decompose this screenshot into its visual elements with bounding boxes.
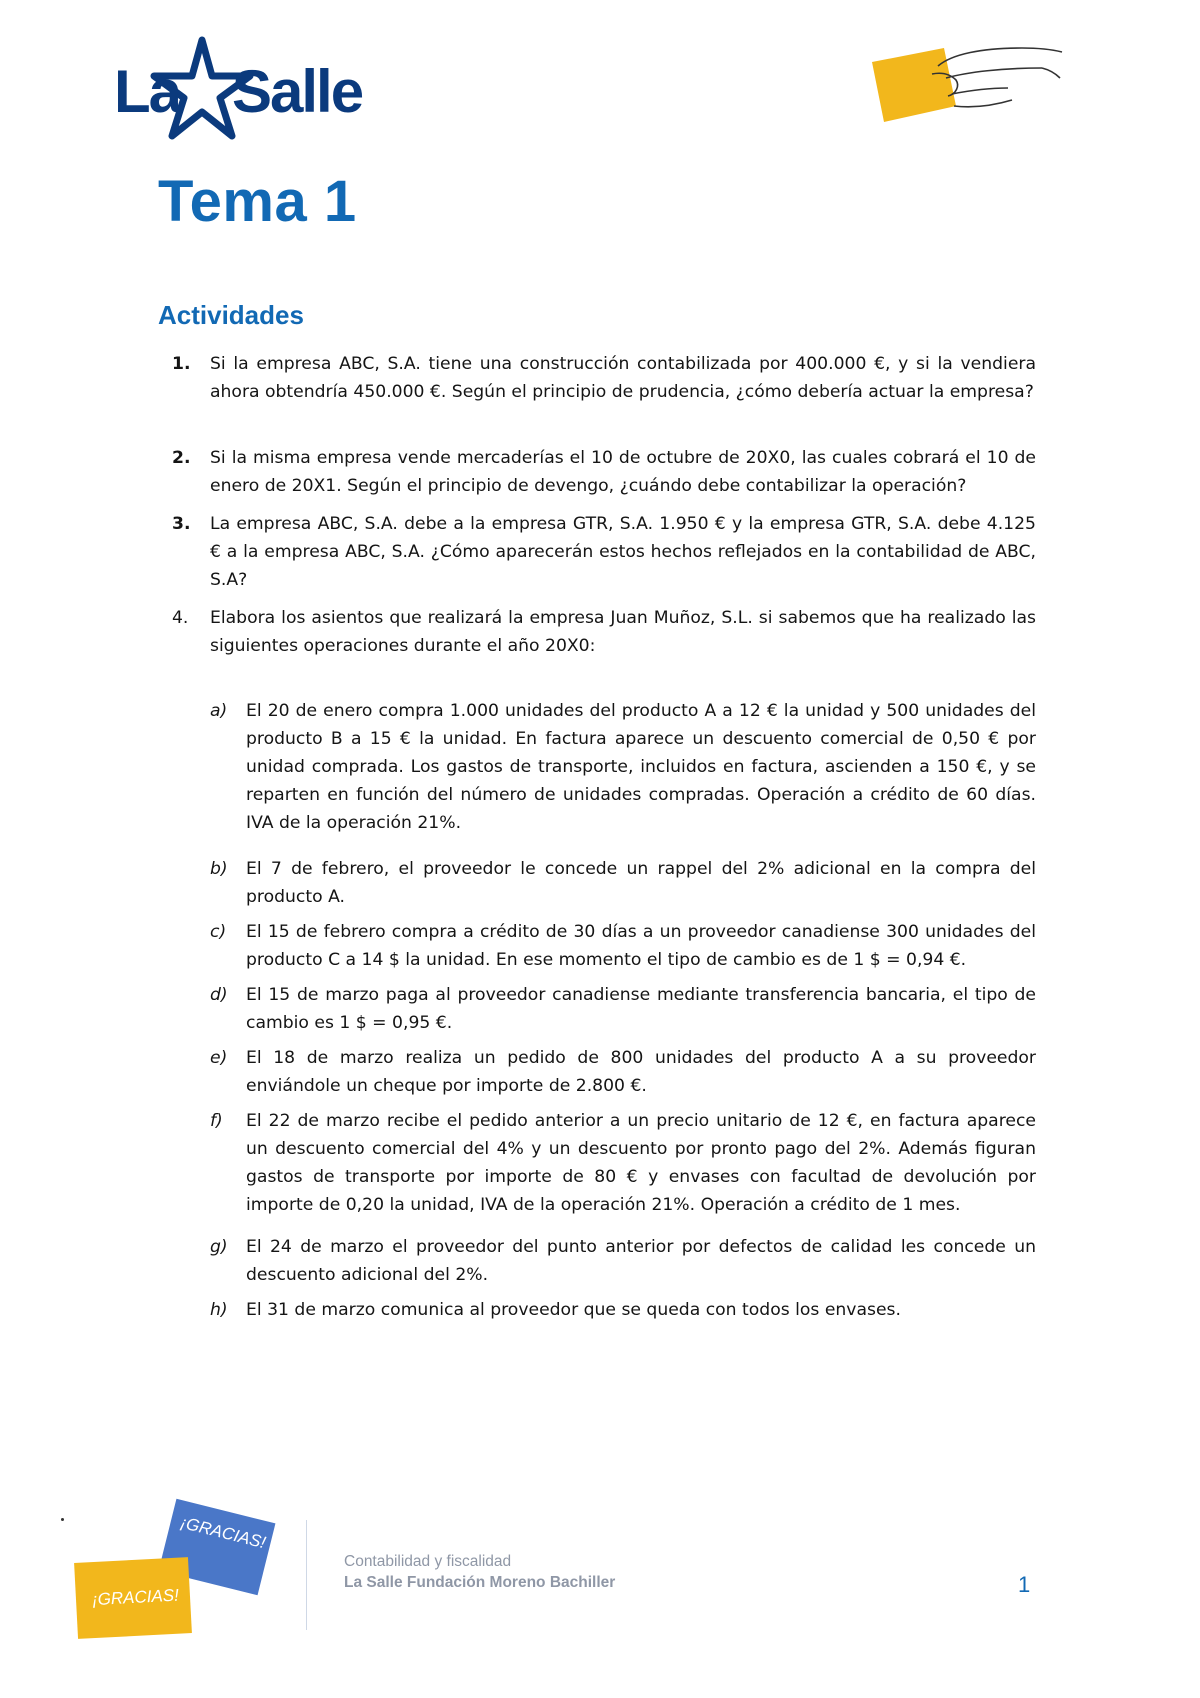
- sub-item-text: El 15 de marzo paga al proveedor canadiense mediante transferencia bancaria, el tipo de cambio es 1 $ = 0,95 €.: [246, 985, 1036, 1033]
- sub-item: [210, 918, 1036, 974]
- sub-item-letter: h): [210, 1300, 228, 1320]
- activity-item: [172, 510, 1036, 594]
- gracias-blue-label: ¡GRACIAS!: [178, 1512, 268, 1553]
- sub-item-letter: d): [210, 985, 228, 1005]
- item-text: Si la empresa ABC, S.A. tiene una construcción contabilizada por 400.000 €, y si la vendiera ahora obtendría 450.000 €. Según el principio de prudencia, ¿cómo debería actuar la empresa?: [210, 354, 1036, 402]
- item-text: La empresa ABC, S.A. debe a la empresa GTR, S.A. 1.950 € y la empresa GTR, S.A. debe 4.125 € a la empresa ABC, S.A. ¿Cómo aparecerán estos hechos reflejados en la contabilidad de ABC, S.A?: [210, 514, 1036, 590]
- sub-item-text: El 15 de febrero compra a crédito de 30 días a un proveedor canadiense 300 unidades del producto C a 14 $ la unidad. En ese momento el tipo de cambio es de 1 $ = 0,94 €.: [246, 922, 1036, 970]
- activity-item: [172, 350, 1036, 406]
- item-text: Si la misma empresa vende mercaderías el 10 de octubre de 20X0, las cuales cobrará el 10 de enero de 20X1. Según el principio de devengo, ¿cuándo debe contabilizar la operación?: [210, 448, 1036, 496]
- footer-divider: [306, 1520, 307, 1630]
- sub-item-text: El 24 de marzo el proveedor del punto anterior por defectos de calidad les concede un descuento adicional del 2%.: [246, 1237, 1036, 1285]
- sub-item-letter: f): [210, 1111, 223, 1131]
- sub-item-letter: b): [210, 859, 228, 879]
- footer-institution: La Salle Fundación Moreno Bachiller: [344, 1574, 616, 1591]
- item-number: 3.: [172, 514, 191, 534]
- sub-item-letter: e): [210, 1048, 228, 1068]
- sub-item: [210, 1233, 1036, 1289]
- sub-item-text: El 7 de febrero, el proveedor le concede un rappel del 2% adicional en la compra del producto A.: [246, 859, 1036, 907]
- item-number: 4.: [172, 608, 189, 628]
- sub-item-text: El 18 de marzo realiza un pedido de 800 unidades del producto A a su proveedor enviándole un cheque por importe de 2.800 €.: [246, 1048, 1036, 1096]
- hand-card-icon: [872, 44, 1064, 132]
- la-salle-logo: [104, 32, 396, 150]
- logo-text-right: Salle: [232, 58, 363, 125]
- gracias-yellow-label: ¡GRACIAS!: [91, 1585, 180, 1610]
- page-number: 1: [1018, 1572, 1031, 1597]
- sub-item-text: El 22 de marzo recibe el pedido anterior a un precio unitario de 12 €, en factura aparece un descuento comercial del 4% y un descuento por pronto pago del 2%. Además figuran gastos de transporte por importe de 80 € y envases con facultad de devolución por importe de 0,20 la unidad, IVA de la operación 21%. Operación a crédito de 1 mes.: [246, 1111, 1036, 1215]
- activity-item: [172, 604, 1036, 660]
- item-number: 1.: [172, 354, 191, 374]
- item-number: 2.: [172, 448, 191, 468]
- activity-item: [172, 444, 1036, 500]
- sub-item: [210, 697, 1036, 837]
- sub-item: [210, 1044, 1036, 1100]
- section-heading: Actividades: [158, 300, 304, 330]
- bullet-dot: [61, 1518, 64, 1521]
- sub-item-text: El 20 de enero compra 1.000 unidades del producto A a 12 € la unidad y 500 unidades del producto B a 15 € la unidad. En factura aparece un descuento comercial de 0,50 € por unidad comprada. Los gastos de transporte, incluidos en factura, ascienden a 150 €, y se reparten en función del número de unidades compradas. Operación a crédito de 60 días. IVA de la operación 21%.: [246, 701, 1036, 833]
- sub-item-text: El 31 de marzo comunica al proveedor que se queda con todos los envases.: [246, 1300, 901, 1320]
- sub-item: [210, 1107, 1036, 1219]
- sub-item: [210, 981, 1036, 1037]
- page-title: Tema 1: [158, 169, 357, 234]
- logo-text-left: La: [114, 58, 181, 125]
- sub-item: [210, 855, 1036, 911]
- sub-item-letter: c): [210, 922, 227, 942]
- sub-item-letter: g): [210, 1237, 228, 1257]
- footer-course: Contabilidad y fiscalidad: [344, 1553, 512, 1570]
- sub-item-letter: a): [210, 701, 228, 721]
- gracias-badge-yellow: [74, 1557, 192, 1639]
- item-text: Elabora los asientos que realizará la empresa Juan Muñoz, S.L. si sabemos que ha realizado las siguientes operaciones durante el año 20X0:: [210, 608, 1036, 656]
- sub-item: [210, 1296, 1036, 1324]
